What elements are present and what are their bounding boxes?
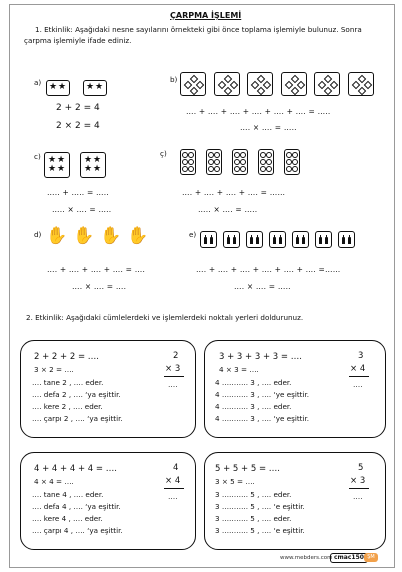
item-b-box bbox=[348, 72, 374, 96]
bottle-icon bbox=[250, 237, 253, 244]
hexagon-icon bbox=[240, 152, 246, 158]
bottle-icon bbox=[302, 237, 305, 244]
item-c-sum: ….. + ….. = ….. bbox=[47, 188, 109, 197]
hexagon-icon bbox=[266, 166, 272, 172]
item-c2-box bbox=[232, 149, 248, 175]
panel-line: …. kere 4 , …. eder. bbox=[32, 514, 103, 523]
panel-line: 3 ……….. 5 , …. ‘e eşittir. bbox=[215, 526, 305, 535]
item-e-product: …. × …. = ….. bbox=[234, 282, 291, 291]
diamond-icon bbox=[363, 81, 371, 89]
panel-mult: 4 × 3 = …. bbox=[219, 365, 259, 374]
instruction-2: 2. Etkinlik: Aşağıdaki cümlelerdeki ve işlemlerdeki noktalı yerleri doldurunuz. bbox=[26, 313, 304, 322]
item-b-box bbox=[314, 72, 340, 96]
worksheet-code-badge: cmac150 bbox=[330, 553, 368, 563]
panel-mult: 3 × 2 = …. bbox=[34, 365, 74, 374]
hexagon-icon bbox=[240, 166, 246, 172]
item-c-label: c) bbox=[34, 152, 41, 161]
panel-line: …. kere 2 , …. eder. bbox=[32, 402, 103, 411]
item-c2-box bbox=[206, 149, 222, 175]
panel-line: 3 ……….. 5 , …. eder. bbox=[215, 490, 292, 499]
diamond-icon bbox=[290, 87, 298, 95]
vertical-top: 4 bbox=[173, 463, 179, 473]
bottle-icon bbox=[204, 237, 207, 244]
hexagon-icon bbox=[214, 159, 220, 165]
panel-line: 4 ……….. 3 , …. ‘ye eşittir. bbox=[215, 390, 310, 399]
diamond-icon bbox=[330, 81, 338, 89]
hexagon-icon bbox=[292, 152, 298, 158]
page-title: ÇARPMA İŞLEMİ bbox=[170, 11, 242, 20]
item-b-label: b) bbox=[170, 75, 178, 84]
bottle-icon bbox=[296, 237, 299, 244]
star-icon: ★ bbox=[48, 155, 57, 165]
star-icon: ★ bbox=[57, 155, 66, 165]
panel-line: …. defa 4 , …. ‘ya eşittir. bbox=[32, 502, 121, 511]
item-b-sum: …. + …. + …. + …. + …. + …. = ….. bbox=[186, 107, 331, 116]
footer-url[interactable]: www.mebders.com bbox=[280, 555, 333, 561]
star-icon: ★ bbox=[57, 164, 66, 174]
panel-sum: 3 + 3 + 3 + 3 = …. bbox=[219, 352, 302, 362]
item-a-box-2 bbox=[83, 80, 107, 96]
vertical-top: 2 bbox=[173, 351, 179, 361]
item-c2-box bbox=[284, 149, 300, 175]
panel-line: 4 ……….. 3 , …. eder. bbox=[215, 378, 292, 387]
item-c2-box bbox=[258, 149, 274, 175]
item-b-product: …. × …. = ….. bbox=[240, 123, 297, 132]
star-icon: ★ bbox=[58, 82, 67, 92]
panel-line: …. çarpı 4 , …. ‘ya eşittir. bbox=[32, 526, 123, 535]
bottle-icon bbox=[325, 237, 328, 244]
bottle-icon bbox=[319, 237, 322, 244]
instruction-1-line-2: çarpma işlemiyle ifade ediniz. bbox=[24, 36, 132, 45]
hexagon-icon bbox=[214, 166, 220, 172]
bottle-icon bbox=[279, 237, 282, 244]
diamond-icon bbox=[357, 75, 365, 83]
item-e-box bbox=[200, 231, 217, 248]
item-c2-label: ç) bbox=[160, 149, 167, 158]
hand-icon: ✋ bbox=[73, 226, 95, 246]
star-icon: ★ bbox=[95, 82, 104, 92]
star-icon: ★ bbox=[84, 164, 93, 174]
panel-mult: 4 × 4 = …. bbox=[34, 477, 74, 486]
diamond-icon bbox=[229, 81, 237, 89]
item-d-product: …. × …. = …. bbox=[72, 282, 127, 291]
vertical-multiplier: × 4 bbox=[165, 476, 181, 486]
panel-line: …. tane 2 , …. eder. bbox=[32, 378, 104, 387]
vertical-result: …. bbox=[353, 492, 363, 501]
item-b-box bbox=[247, 72, 273, 96]
vertical-multiplier: × 3 bbox=[350, 476, 366, 486]
vertical-top: 5 bbox=[358, 463, 364, 473]
item-e-box bbox=[223, 231, 240, 248]
hexagon-icon bbox=[292, 159, 298, 165]
item-a-product: 2 × 2 = 4 bbox=[56, 121, 100, 131]
vertical-result: …. bbox=[168, 380, 178, 389]
hexagon-icon bbox=[266, 152, 272, 158]
diamond-icon bbox=[223, 75, 231, 83]
star-icon: ★ bbox=[93, 164, 102, 174]
item-c2-product: ….. × …. = ….. bbox=[198, 205, 258, 214]
bottle-icon bbox=[342, 237, 345, 244]
item-c-box-1 bbox=[44, 152, 70, 178]
diamond-icon bbox=[257, 87, 265, 95]
diamond-icon bbox=[263, 81, 271, 89]
item-e-sum: …. + …. + …. + …. + …. + …. =…… bbox=[196, 265, 341, 274]
vertical-result: …. bbox=[353, 380, 363, 389]
publisher-logo: ŞM bbox=[364, 553, 378, 562]
panel-line: 3 ……….. 5 , …. eder. bbox=[215, 514, 292, 523]
hexagon-icon bbox=[240, 159, 246, 165]
item-a-box-1 bbox=[46, 80, 70, 96]
vertical-rule bbox=[164, 376, 184, 377]
exercise-panel-1 bbox=[20, 340, 196, 438]
star-icon: ★ bbox=[93, 155, 102, 165]
vertical-rule bbox=[349, 376, 369, 377]
panel-sum: 5 + 5 + 5 = …. bbox=[215, 464, 281, 474]
hand-icon: ✋ bbox=[127, 226, 149, 246]
item-d-sum: …. + …. + …. + …. = …. bbox=[47, 265, 146, 274]
instruction-1-line-1: 1. Etkinlik: Aşağıdaki nesne sayılarını örnekteki gibi önce toplama işlemiyle bulunuz. Sonra bbox=[35, 25, 362, 34]
diamond-icon bbox=[357, 87, 365, 95]
diamond-icon bbox=[190, 87, 198, 95]
diamond-icon bbox=[217, 81, 225, 89]
item-c2-sum: …. + …. + …. + …. = …… bbox=[182, 188, 286, 197]
diamond-icon bbox=[290, 75, 298, 83]
panel-line: …. çarpı 2 , …. ‘ya eşittir. bbox=[32, 414, 123, 423]
item-d-label: d) bbox=[34, 230, 42, 239]
item-a-label: a) bbox=[34, 78, 42, 87]
panel-line: 3 ……….. 5 , …. ‘e eşittir. bbox=[215, 502, 305, 511]
bottle-icon bbox=[348, 237, 351, 244]
exercise-panel-4 bbox=[204, 452, 386, 550]
item-e-box bbox=[338, 231, 355, 248]
vertical-multiplier: × 3 bbox=[165, 364, 181, 374]
item-c2-box bbox=[180, 149, 196, 175]
diamond-icon bbox=[351, 81, 359, 89]
panel-line: …. defa 2 , …. ‘ya eşittir. bbox=[32, 390, 121, 399]
item-c-box-2 bbox=[80, 152, 106, 178]
diamond-icon bbox=[324, 87, 332, 95]
panel-mult: 3 × 5 = …. bbox=[215, 477, 255, 486]
panel-sum: 2 + 2 + 2 = …. bbox=[34, 352, 100, 362]
item-e-box bbox=[292, 231, 309, 248]
hand-icon: ✋ bbox=[100, 226, 122, 246]
hexagon-icon bbox=[266, 159, 272, 165]
vertical-result: …. bbox=[168, 492, 178, 501]
vertical-rule bbox=[349, 488, 369, 489]
hand-icon: ✋ bbox=[46, 226, 68, 246]
item-e-box bbox=[315, 231, 332, 248]
panel-line: 4 ……….. 3 , …. ‘ye eşittir. bbox=[215, 414, 310, 423]
item-e-box bbox=[269, 231, 286, 248]
panel-sum: 4 + 4 + 4 + 4 = …. bbox=[34, 464, 117, 474]
star-icon: ★ bbox=[49, 82, 58, 92]
item-e-box bbox=[246, 231, 263, 248]
vertical-multiplier: × 4 bbox=[350, 364, 366, 374]
item-e-label: e) bbox=[189, 230, 197, 239]
item-b-box bbox=[281, 72, 307, 96]
hexagon-icon bbox=[188, 166, 194, 172]
item-c-product: ….. × …. = ….. bbox=[52, 205, 112, 214]
item-a-sum: 2 + 2 = 4 bbox=[56, 103, 100, 113]
exercise-panel-2 bbox=[204, 340, 386, 438]
panel-line: …. tane 4 , …. eder. bbox=[32, 490, 104, 499]
bottle-icon bbox=[233, 237, 236, 244]
hexagon-icon bbox=[188, 152, 194, 158]
exercise-panel-3 bbox=[20, 452, 196, 550]
star-icon: ★ bbox=[48, 164, 57, 174]
diamond-icon bbox=[196, 81, 204, 89]
item-b-box bbox=[214, 72, 240, 96]
vertical-top: 3 bbox=[358, 351, 364, 361]
diamond-icon bbox=[223, 87, 231, 95]
diamond-icon bbox=[284, 81, 292, 89]
hexagon-icon bbox=[188, 159, 194, 165]
diamond-icon bbox=[296, 81, 304, 89]
star-icon: ★ bbox=[86, 82, 95, 92]
item-b-box bbox=[180, 72, 206, 96]
bottle-icon bbox=[210, 237, 213, 244]
vertical-rule bbox=[164, 488, 184, 489]
bottle-icon bbox=[256, 237, 259, 244]
star-icon: ★ bbox=[84, 155, 93, 165]
hexagon-icon bbox=[214, 152, 220, 158]
bottle-icon bbox=[273, 237, 276, 244]
hexagon-icon bbox=[292, 166, 298, 172]
panel-line: 4 ……….. 3 , …. eder. bbox=[215, 402, 292, 411]
bottle-icon bbox=[227, 237, 230, 244]
